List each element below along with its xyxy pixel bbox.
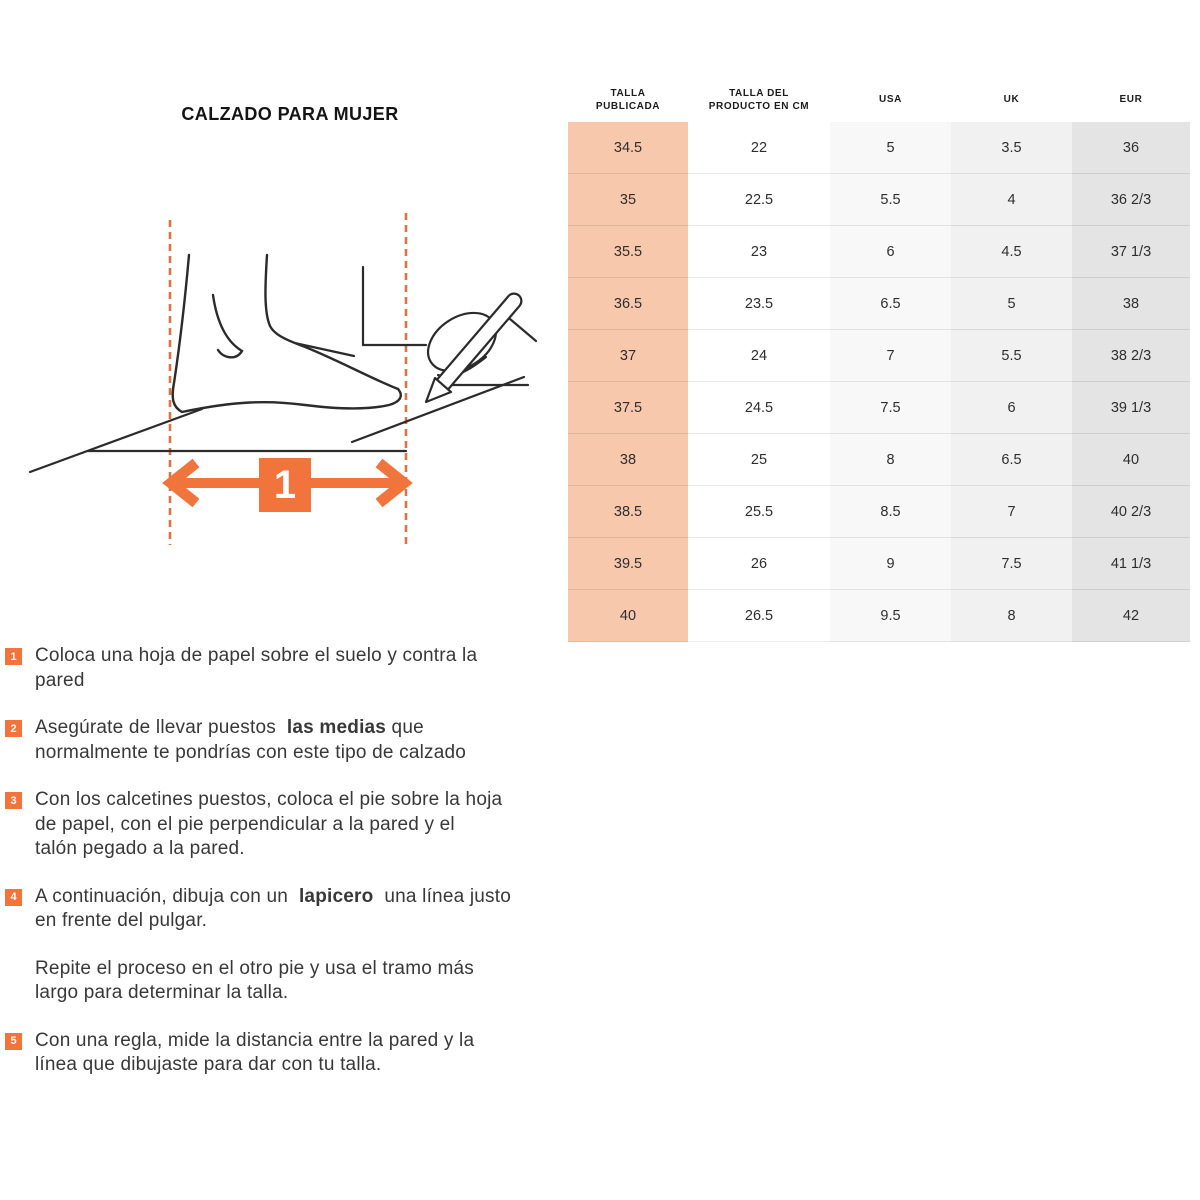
- size-cell: 22: [688, 122, 830, 174]
- size-row: [568, 382, 1190, 434]
- size-cell: 6.5: [830, 278, 951, 330]
- step-number-badge: 1: [5, 648, 22, 665]
- instruction-item: [5, 885, 605, 934]
- size-table-header: [568, 78, 1190, 122]
- size-row: [568, 538, 1190, 590]
- instruction-text: Con una regla, mide la distancia entre la pared y la línea que dibujaste para dar con tu talla.: [35, 1029, 475, 1075]
- size-cell: 6: [830, 226, 951, 278]
- size-cell: 5: [951, 278, 1072, 330]
- size-cell: 6: [951, 382, 1072, 434]
- column-header: EUR: [1119, 94, 1143, 106]
- size-cell: 22.5: [688, 174, 830, 226]
- size-cell: 38: [1072, 278, 1190, 330]
- size-row: [568, 226, 1190, 278]
- instruction-text: Repite el proceso en el otro pie y usa el tramo más largo para determinar la talla.: [35, 957, 474, 1003]
- column-header: TALLA DEL PRODUCTO EN CM: [708, 87, 810, 112]
- size-cell: 40: [1072, 434, 1190, 486]
- instruction-item: [5, 1029, 605, 1078]
- instruction-text: Asegúrate de llevar puestos las medias que normalmente te pondrías con este tipo de calzado: [35, 717, 467, 763]
- size-cell: 26.5: [688, 590, 830, 642]
- size-cell: 35.5: [568, 226, 688, 278]
- size-row: [568, 122, 1190, 174]
- size-cell: 25: [688, 434, 830, 486]
- step-number-badge: 3: [5, 792, 22, 809]
- size-cell: 9: [830, 538, 951, 590]
- size-cell: 8: [951, 590, 1072, 642]
- size-cell: 36.5: [568, 278, 688, 330]
- size-cell: 4: [951, 174, 1072, 226]
- size-cell: 40: [568, 590, 688, 642]
- size-cell: 5.5: [951, 330, 1072, 382]
- size-cell: 37 1/3: [1072, 226, 1190, 278]
- size-cell: 36: [1072, 122, 1190, 174]
- size-cell: 38.5: [568, 486, 688, 538]
- page-title: CALZADO PARA MUJER: [181, 104, 399, 125]
- size-table-body: [568, 122, 1190, 642]
- wall-corner: [363, 267, 426, 345]
- size-chart-table: [568, 78, 1190, 642]
- size-cell: 34.5: [568, 122, 688, 174]
- size-row: [568, 486, 1190, 538]
- size-cell: 23.5: [688, 278, 830, 330]
- size-cell: 24: [688, 330, 830, 382]
- size-cell: 5: [830, 122, 951, 174]
- instruction-item: [5, 788, 605, 862]
- size-row: [568, 174, 1190, 226]
- size-cell: 7.5: [830, 382, 951, 434]
- size-cell: 5.5: [830, 174, 951, 226]
- size-row: [568, 330, 1190, 382]
- column-header: USA: [879, 94, 902, 106]
- size-cell: 7: [830, 330, 951, 382]
- size-cell: 39 1/3: [1072, 382, 1190, 434]
- instruction-text: Coloca una hoja de papel sobre el suelo y contra la pared: [35, 645, 478, 691]
- step-number-badge: 2: [5, 720, 22, 737]
- instruction-item: [5, 644, 605, 693]
- size-cell: 37: [568, 330, 688, 382]
- size-cell: 37.5: [568, 382, 688, 434]
- measuring-instructions: [5, 644, 605, 1101]
- size-cell: 8: [830, 434, 951, 486]
- size-cell: 25.5: [688, 486, 830, 538]
- step-number-badge: 4: [5, 889, 22, 906]
- size-cell: 7: [951, 486, 1072, 538]
- size-cell: 24.5: [688, 382, 830, 434]
- size-cell: 36 2/3: [1072, 174, 1190, 226]
- foot-outline: [173, 255, 401, 412]
- size-cell: 39.5: [568, 538, 688, 590]
- instruction-item: [5, 716, 605, 765]
- size-cell: 38 2/3: [1072, 330, 1190, 382]
- size-cell: 26: [688, 538, 830, 590]
- size-cell: 38: [568, 434, 688, 486]
- instruction-text: A continuación, dibuja con un lapicero una línea justo en frente del pulgar.: [35, 885, 511, 931]
- size-cell: 40 2/3: [1072, 486, 1190, 538]
- column-header: UK: [1003, 94, 1020, 106]
- size-row: [568, 278, 1190, 330]
- size-cell: 9.5: [830, 590, 951, 642]
- size-cell: 3.5: [951, 122, 1072, 174]
- size-cell: 8.5: [830, 486, 951, 538]
- size-cell: 4.5: [951, 226, 1072, 278]
- foot-measuring-diagram: [0, 195, 560, 555]
- size-cell: 35: [568, 174, 688, 226]
- size-row: [568, 434, 1190, 486]
- instruction-item: [5, 957, 605, 1006]
- measure-arrow: [171, 458, 404, 512]
- svg-text:1: 1: [273, 463, 297, 507]
- size-cell: 42: [1072, 590, 1190, 642]
- instruction-text: Con los calcetines puestos, coloca el pie sobre la hoja de papel, con el pie perpendicular a la pared y el talón pegado a la pared.: [35, 789, 503, 859]
- size-cell: 7.5: [951, 538, 1072, 590]
- size-cell: 6.5: [951, 434, 1072, 486]
- step-number-badge: 5: [5, 1033, 22, 1050]
- column-header: TALLA PUBLICADA: [595, 87, 661, 112]
- size-row: [568, 590, 1190, 642]
- size-cell: 41 1/3: [1072, 538, 1190, 590]
- size-cell: 23: [688, 226, 830, 278]
